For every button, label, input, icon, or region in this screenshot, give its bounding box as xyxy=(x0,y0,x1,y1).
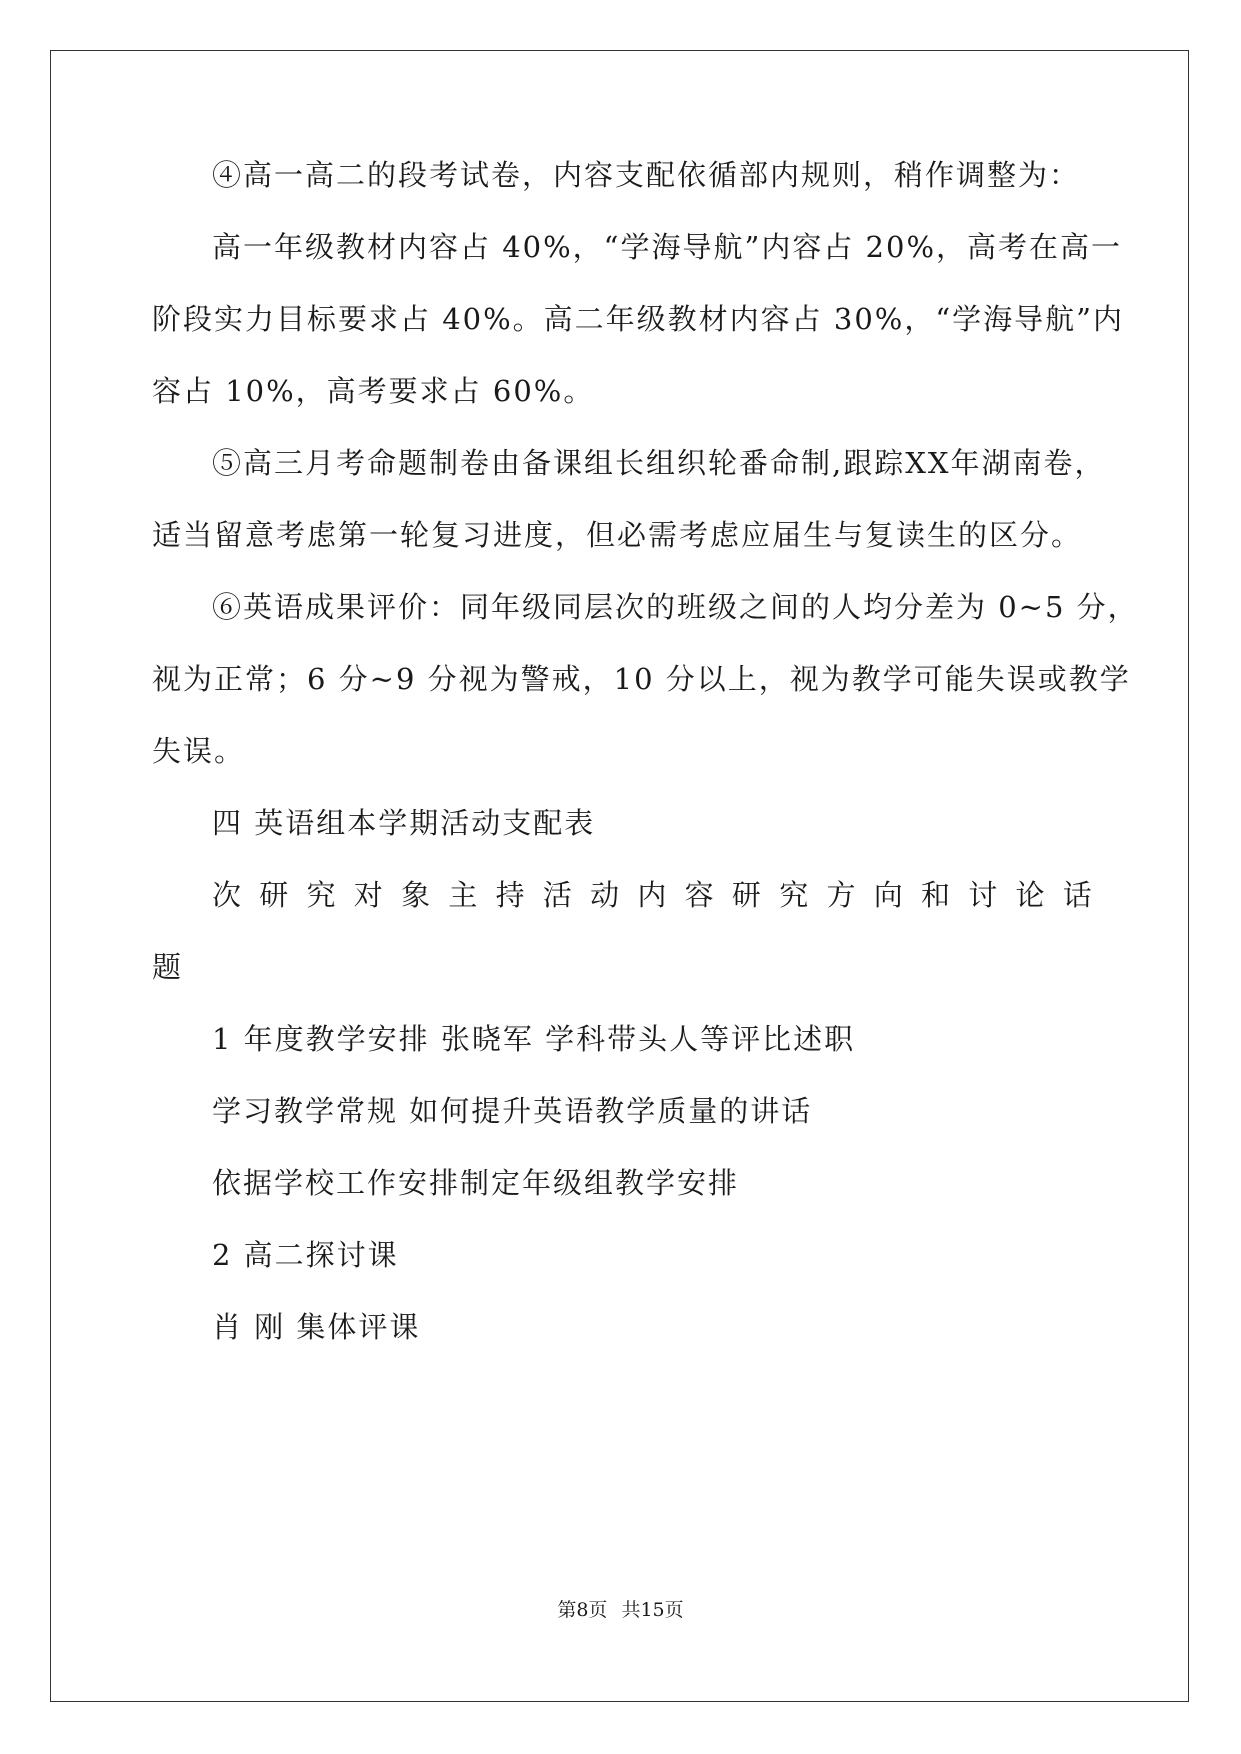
total-pages: 共15页 xyxy=(621,1599,684,1621)
section-title: 四 英语组本学期活动支配表 xyxy=(212,806,596,840)
table-header-char: 动 xyxy=(590,878,620,912)
page-footer xyxy=(0,1598,1241,1622)
table-header-char: 内 xyxy=(637,878,667,912)
table-header-char: 向 xyxy=(873,878,903,912)
paragraph-line: ④高一高二的段考试卷，内容支配依循部内规则，稍作调整为： xyxy=(212,158,1081,192)
paragraph-line: ⑥英语成果评价：同年级同层次的班级之间的人均分差为 0~5 分， xyxy=(212,590,1139,624)
page-number: 第8页 xyxy=(557,1599,608,1621)
table-row: 肖 刚 集体评课 xyxy=(212,1310,421,1344)
table-row: 学习教学常规 如何提升英语教学质量的讲话 xyxy=(212,1094,813,1128)
table-header-char: 究 xyxy=(306,878,336,912)
table-header-line xyxy=(212,875,1092,915)
paragraph-line: 阶段实力目标要求占 40%。高二年级教材内容占 30%，“学海导航”内 xyxy=(152,302,1125,336)
paragraph-line: ⑤高三月考命题制卷由备课组长组织轮番命制,跟踪XX年湖南卷， xyxy=(212,446,1106,480)
table-row: 依据学校工作安排制定年级组教学安排 xyxy=(212,1166,740,1200)
table-header-char: 象 xyxy=(401,878,431,912)
table-header-char: 持 xyxy=(495,878,525,912)
table-header-tail: 题 xyxy=(152,950,184,984)
table-header-char: 研 xyxy=(731,878,761,912)
paragraph-line: 视为正常；6 分~9 分视为警戒，10 分以上，视为教学可能失误或教学 xyxy=(152,662,1131,696)
table-row: 2 高二探讨课 xyxy=(212,1238,399,1272)
table-row: 1 年度教学安排 张晓军 学科带头人等评比述职 xyxy=(212,1022,856,1056)
table-header-char: 次 xyxy=(212,878,242,912)
table-header-char: 容 xyxy=(684,878,714,912)
table-header-char: 讨 xyxy=(968,878,998,912)
table-header-char: 和 xyxy=(920,878,950,912)
table-header-char: 主 xyxy=(448,878,478,912)
table-header-char: 论 xyxy=(1015,878,1045,912)
paragraph-line: 高一年级教材内容占 40%，“学海导航”内容占 20%，高考在高一 xyxy=(212,230,1123,264)
table-header-char: 对 xyxy=(353,878,383,912)
table-header-char: 方 xyxy=(826,878,856,912)
paragraph-line: 适当留意考虑第一轮复习进度，但必需考虑应届生与复读生的区分。 xyxy=(152,518,1083,552)
paragraph-line: 容占 10%，高考要求占 60%。 xyxy=(152,374,595,408)
table-header-char: 究 xyxy=(779,878,809,912)
table-header-char: 话 xyxy=(1062,878,1092,912)
table-header-char: 研 xyxy=(259,878,289,912)
paragraph-line: 失误。 xyxy=(152,734,246,768)
table-header-char: 活 xyxy=(542,878,572,912)
